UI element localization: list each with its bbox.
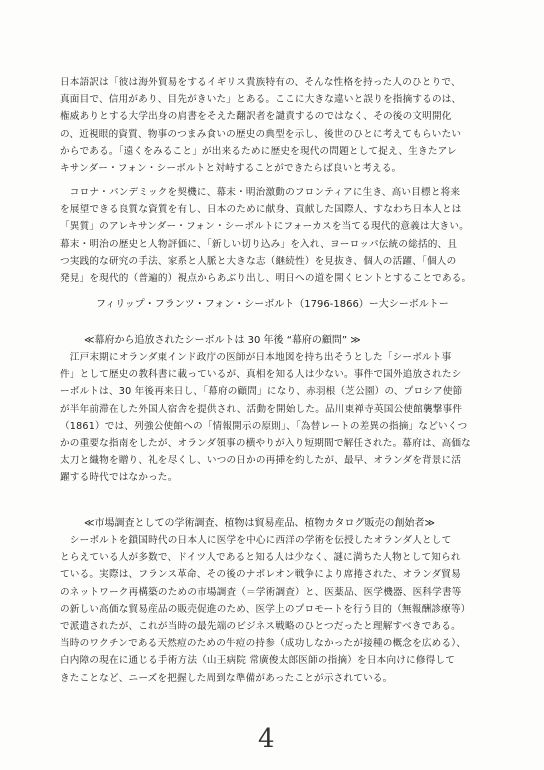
text-line: を展望できる良質な資質を有し、日本のために献身、貢献した国際人、すなわち日本人とは	[60, 204, 462, 216]
text-line: （1861）では、列強公使館への「情報開示の原則」、「為替レートの差異の指摘」などいくつ	[60, 420, 468, 432]
text-line: キサンダー・フォン・シーボルトと対峙することができたらば良いと考える。	[60, 163, 402, 175]
text-line: 白内障の現在に通じる手術方法（山王病院 常廣俊太郎医師の指摘）を日本向けに修得して	[60, 655, 455, 667]
text-line: ている。実際は、フランス革命、その後のナポレオン戦争により席捲された、オランダ貿易	[60, 569, 461, 581]
page-number: 4	[258, 724, 275, 754]
text-line: が半年前滞在した外国人宿舎を提供され、活動を開始した。品川東禅寺英国公使館襲撃事件	[60, 403, 463, 415]
text-line: かの重要な指南をしたが、オランダ領事の横やりが入り短期間で解任された。幕府は、高価な	[60, 438, 471, 450]
section-1-body	[60, 349, 490, 487]
text-line: の、近視眼的資質、物事のつまみ食いの歴史の典型を示し、後世のひとに考えてもらいたい	[60, 128, 462, 140]
text-line: の新しい高価な貿易産品の販売促進のため、医学上のプロモートを行う目的（無報酬診療等）	[60, 603, 471, 615]
text-line: で派遣されたが、これが当時の最先端のビジネス戦略のひとつだったと理解すべきである。	[60, 621, 461, 633]
subtitle: フィリップ・フランツ・フォン・シーボルト（1796-1866）ー大シーボルトー	[96, 299, 449, 310]
text-line: 「異質」のアレキサンダー・フォン・シーボルトにフォーカスを当てる現代的意義は大きい。	[60, 221, 469, 233]
paragraph-2	[60, 184, 490, 287]
text-line: 当時のワクチンである天然痘のための牛痘の持参（成功しなかったが接種の概念を広める）、	[60, 638, 467, 650]
section-2-body	[60, 532, 490, 687]
text-line: 真面目で、信用があり、目先がきいた」とある。ここに大きな違いと誤りを指摘するのは、	[60, 94, 462, 106]
section-1-heading: ≪幕府から追放されたシーボルトは 30 年後 “幕府の顧問” ≫	[84, 335, 361, 346]
text-line: 件」として歴史の教科書に載っているが、真相を知る人は少ない。事件で国外追放されたシ	[60, 369, 462, 381]
text-line: からである。「遠くをみること」が出来るために歴史を現代の問題として捉え、生きたアレ	[60, 145, 457, 157]
section-2-heading: ≪市場調査としての学術調査、植物は貿易産品、植物カタログ販売の創始者≫	[84, 518, 435, 529]
text-line: 江戸末期にオランダ東インド政庁の医師が日本地図を持ち出そうとした「シーボルト事	[60, 352, 452, 363]
paragraph-1	[60, 74, 490, 177]
text-line: コロナ・パンデミックを契機に、幕末・明治激動のフロンティアに生き、高い目標と将来	[60, 187, 461, 198]
text-line: 太刀と織物を贈り、礼を尽くし、いつの日かの再挿を約したが、最早、オランダを背景に活	[60, 455, 462, 467]
text-line: のネットワーク再構築のための市場調査（＝学術調査）と、医薬品、医学機器、医科学書等	[60, 586, 462, 598]
text-line: シーボルトを鎖国時代の日本人に医学を中心に西洋の学術を伝授したオランダ人として	[60, 535, 452, 546]
text-line: 日本語訳は「彼は海外貿易をするイギリス貴族特有の、そんな性格を持った人のひとりで、	[60, 77, 461, 88]
text-line: 幕末・明治の歴史と人物評価に、「新しい切り込み」を入れ、ヨーロッパ伝統の総括的、且	[60, 238, 458, 250]
text-line: 発見」を現代的（普遍的）視点からあぶり出し、明日への道を開くヒントとすることである。	[60, 273, 472, 285]
text-line: つ実践的な研究の手法、家系と人脈と大きな志（継続性）を見抜き、個人の活躍、「個人の	[60, 255, 457, 267]
text-line: 躍する時代ではなかった。	[60, 472, 178, 484]
text-line: とらえている人が多数で、ドイツ人であると知る人は少なく、謎に満ちた人物として知られ	[60, 552, 461, 564]
text-line: 権威ありとする大学出身の肩書をそえた翻訳者を譴責するのではなく、その後の文明開化	[60, 111, 452, 123]
text-line: きたことなど、ニーズを把握した周到な準備があったことが示されている。	[60, 672, 393, 684]
text-line: ーボルトは、30 年後再来日し、「幕府の顧問」になり、赤羽根（芝公園）の、プロシア使節	[60, 386, 463, 398]
